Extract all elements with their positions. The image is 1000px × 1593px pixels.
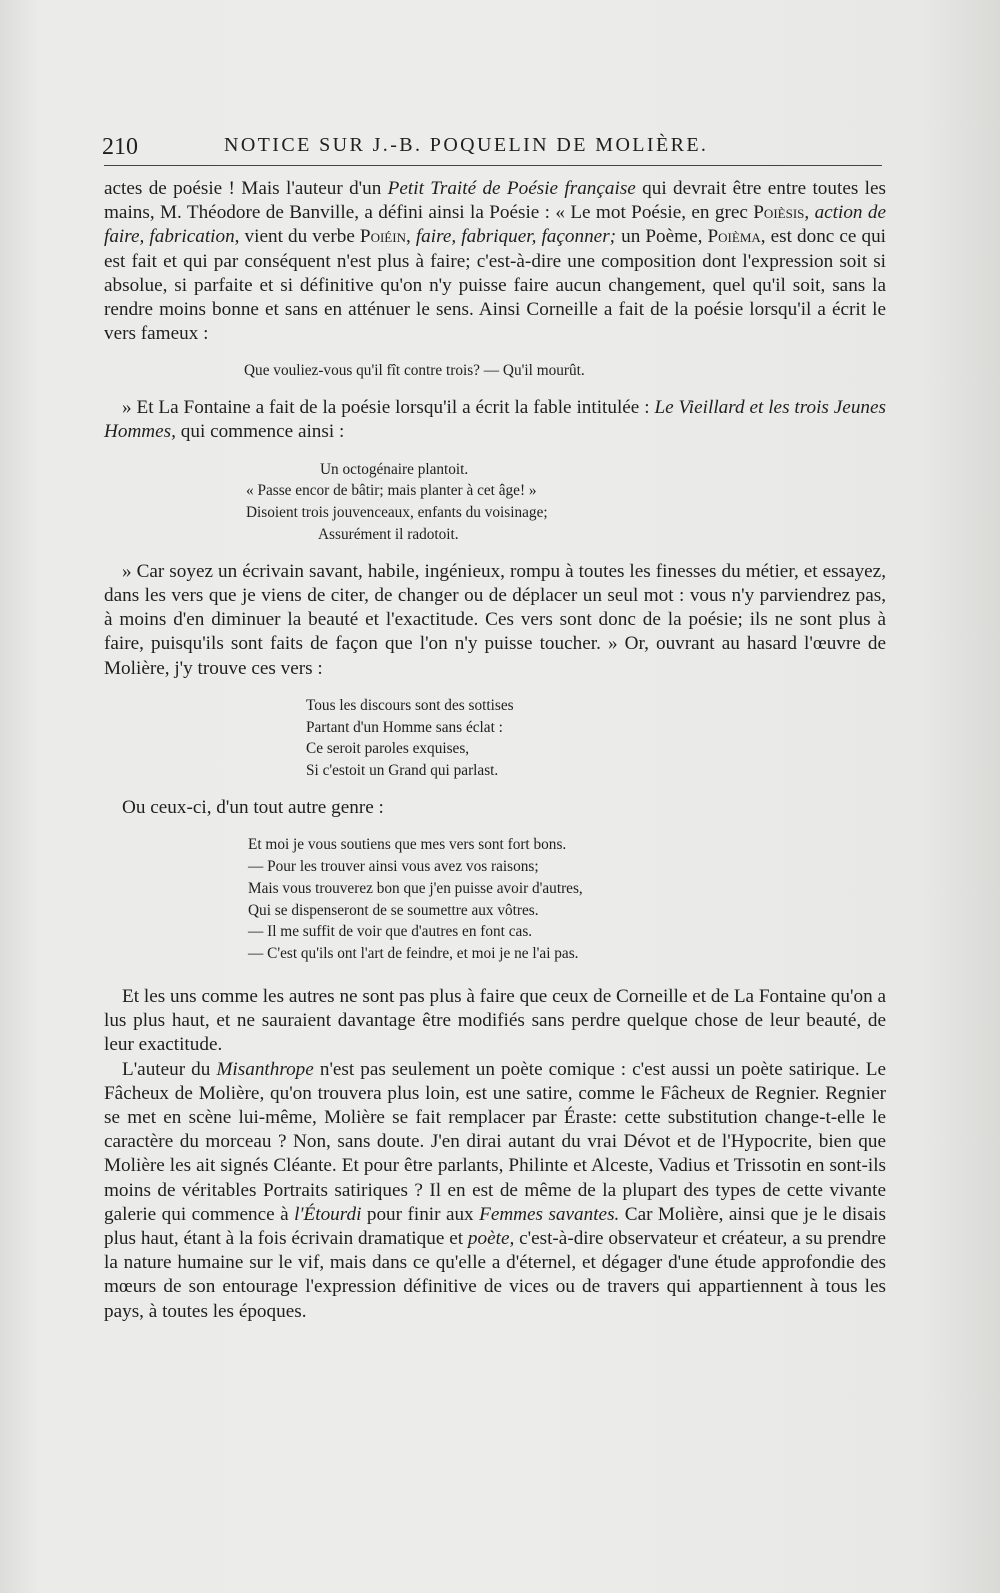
page-body — [104, 177, 886, 1324]
running-title: NOTICE SUR J.-B. POQUELIN DE MOLIÈRE. — [224, 134, 709, 156]
paragraph-misanthrope — [104, 1058, 886, 1324]
greek-term-poiema: Poièma — [707, 226, 761, 248]
verse-corneille — [244, 360, 886, 382]
book-title-petit-traite: Petit Traité de Poésie française — [387, 178, 636, 199]
text-span: » Et La Fontaine a fait de la poésie lorsqu'il a écrit la fable intitulée : — [122, 397, 655, 419]
verse-line: Un octogénaire plantoit. — [320, 460, 469, 478]
text-span: Car Molière, ainsi que je le disais plus haut, étant à la fois écrivain dramatique et — [104, 1203, 886, 1250]
verse-la-fontaine — [246, 459, 886, 546]
verse-line: Disoient trois jouvenceaux, enfants du voisinage; — [246, 504, 548, 522]
verse-line: — Pour les trouver ainsi vous avez vos raisons; — [248, 858, 539, 876]
verse-line: Et moi je vous soutiens que mes vers sont fort bons. — [248, 836, 567, 854]
paragraph-car-soyez: » Car soyez un écrivain savant, habile, ingénieux, rompu à toutes les finesses du métier, et essayez, dans les vers que je viens de citer, de changer ou de déplacer un seul mot : vous n'y parviendrez pas, à moins d'en diminuer la beauté et l'exactitude. Ces vers sont donc de la poésie; ils ne sont plus à faire, puisqu'ils sont faits de façon que l'on n'y puisse toucher. » Or, ouvrant au hasard l'œuvre de Molière, j'y trouve ces vers : — [104, 560, 886, 679]
page-header — [102, 128, 882, 168]
verse-line: Tous les discours sont des sottises — [306, 696, 514, 714]
text-span: , vient du verbe — [234, 226, 360, 248]
text-span: c'est-à-dire observateur et créateur, a su prendre la nature humaine sur le vif, mais dans ce qu'elle a d'éternel, et dégager d'une étude approfondie des mœurs de son entourage l'expression définitive de vices ou de travers qui appartiennent à tous les pays, à toutes les époques. — [104, 1228, 886, 1322]
text-span: un Poème, — [616, 226, 708, 248]
play-title-etourdi: l'Étourdi — [294, 1203, 362, 1225]
text-span: qui devrait être entre toutes les mains, M. Théodore de Banville, a défini ainsi la Poésie : « Le mot Poésie, en grec — [104, 178, 886, 224]
paragraph-et-les-uns: Et les uns comme les autres ne sont pas plus à faire que ceux de Corneille et de La Fontaine qu'on a lus plus haut, et ne sauraient davantage être modifiés sans perdre quelque chose de leur beauté, de leur exactitude. — [104, 986, 886, 1056]
header-rule — [104, 165, 882, 166]
verse-line: — Il me suffit de voir que d'autres en font cas. — [248, 923, 533, 941]
greek-term-poiesis: Poièsis — [753, 202, 805, 224]
fable-title: Le Vieillard et les trois Jeunes Hommes, — [104, 397, 886, 443]
verse-line: « Passe encor de bâtir; mais planter à cet âge! » — [246, 482, 537, 500]
play-title-femmes-savantes: Femmes savantes. — [479, 1203, 620, 1225]
verse-line: — C'est qu'ils ont l'art de feindre, et moi je ne l'ai pas. — [248, 945, 579, 963]
greek-term-poiein: Poiéin — [359, 226, 406, 248]
verse-line: Mais vous trouverez bon que j'en puisse avoir d'autres, — [248, 879, 583, 897]
text-span: pour finir aux — [361, 1203, 480, 1225]
text-span: , est donc ce qui est fait et qui par conséquent n'est plus à faire; c'est-à-dire une composition dont l'expression soit si absolue, si parfaite et si définitive qu'on n'y puisse faire aucun changement, quel qu'il soit, sans la rendre moins bonne et sans en atténuer le sens. Ainsi Corneille a fait de la poésie lorsqu'il a écrit le vers fameux : — [104, 226, 887, 345]
paragraph-la-fontaine — [104, 396, 886, 444]
text-span: qui commence ainsi : — [175, 421, 345, 443]
text-span: n'est pas seulement un poète comique : c'est aussi un poète satirique. Le Fâcheux de Molière, qu'on trouvera plus loin, est une satire, comme le Fâcheux de Regnier. Regnier se met en scène lui-même, Molière se fait remplacer par Éraste: cette substitution change-t-elle le caractère du morceau ? Non, sans doute. J'en dirai autant du vrai Dévot et de l'Hypocrite, bien que Molière les ait signés Cléante. Et pour être parlants, Philinte et Alceste, Vadius et Trissotin en sont-ils moins de véritables Portraits satiriques ? Il en est de même de la plupart des types de cette vivante galerie qui commence à — [104, 1058, 886, 1225]
verse-line: Si c'estoit un Grand qui parlast. — [306, 762, 499, 780]
play-title-misanthrope: Misanthrope — [216, 1058, 314, 1080]
italic-word-poete: poète, — [467, 1228, 515, 1250]
page-number: 210 — [102, 134, 138, 160]
text-span: , — [405, 226, 416, 248]
text-span: actes de poésie ! Mais l'auteur d'un — [104, 178, 388, 199]
text-span: , — [804, 202, 815, 224]
italic-gloss: action de faire, fabrication — [104, 202, 886, 248]
paragraph-banville-definition — [104, 177, 886, 346]
verse-line: Qui se dispenseront de se soumettre aux vôtres. — [248, 901, 539, 919]
text-span: L'auteur du — [122, 1058, 217, 1080]
italic-gloss: faire, fabriquer, façonner; — [415, 226, 617, 248]
verse-line: Assurément il radotoit. — [318, 526, 459, 544]
verse-line: Ce seroit paroles exquises, — [306, 740, 470, 758]
verse-moliere-2 — [248, 834, 886, 965]
verse-line: Que vouliez-vous qu'il fît contre trois? — Qu'il mourût. — [244, 362, 585, 380]
verse-moliere-1 — [306, 695, 886, 782]
verse-line: Partant d'un Homme sans éclat : — [306, 718, 503, 736]
paragraph-ou-ceux-ci: Ou ceux-ci, d'un tout autre genre : — [122, 797, 384, 819]
